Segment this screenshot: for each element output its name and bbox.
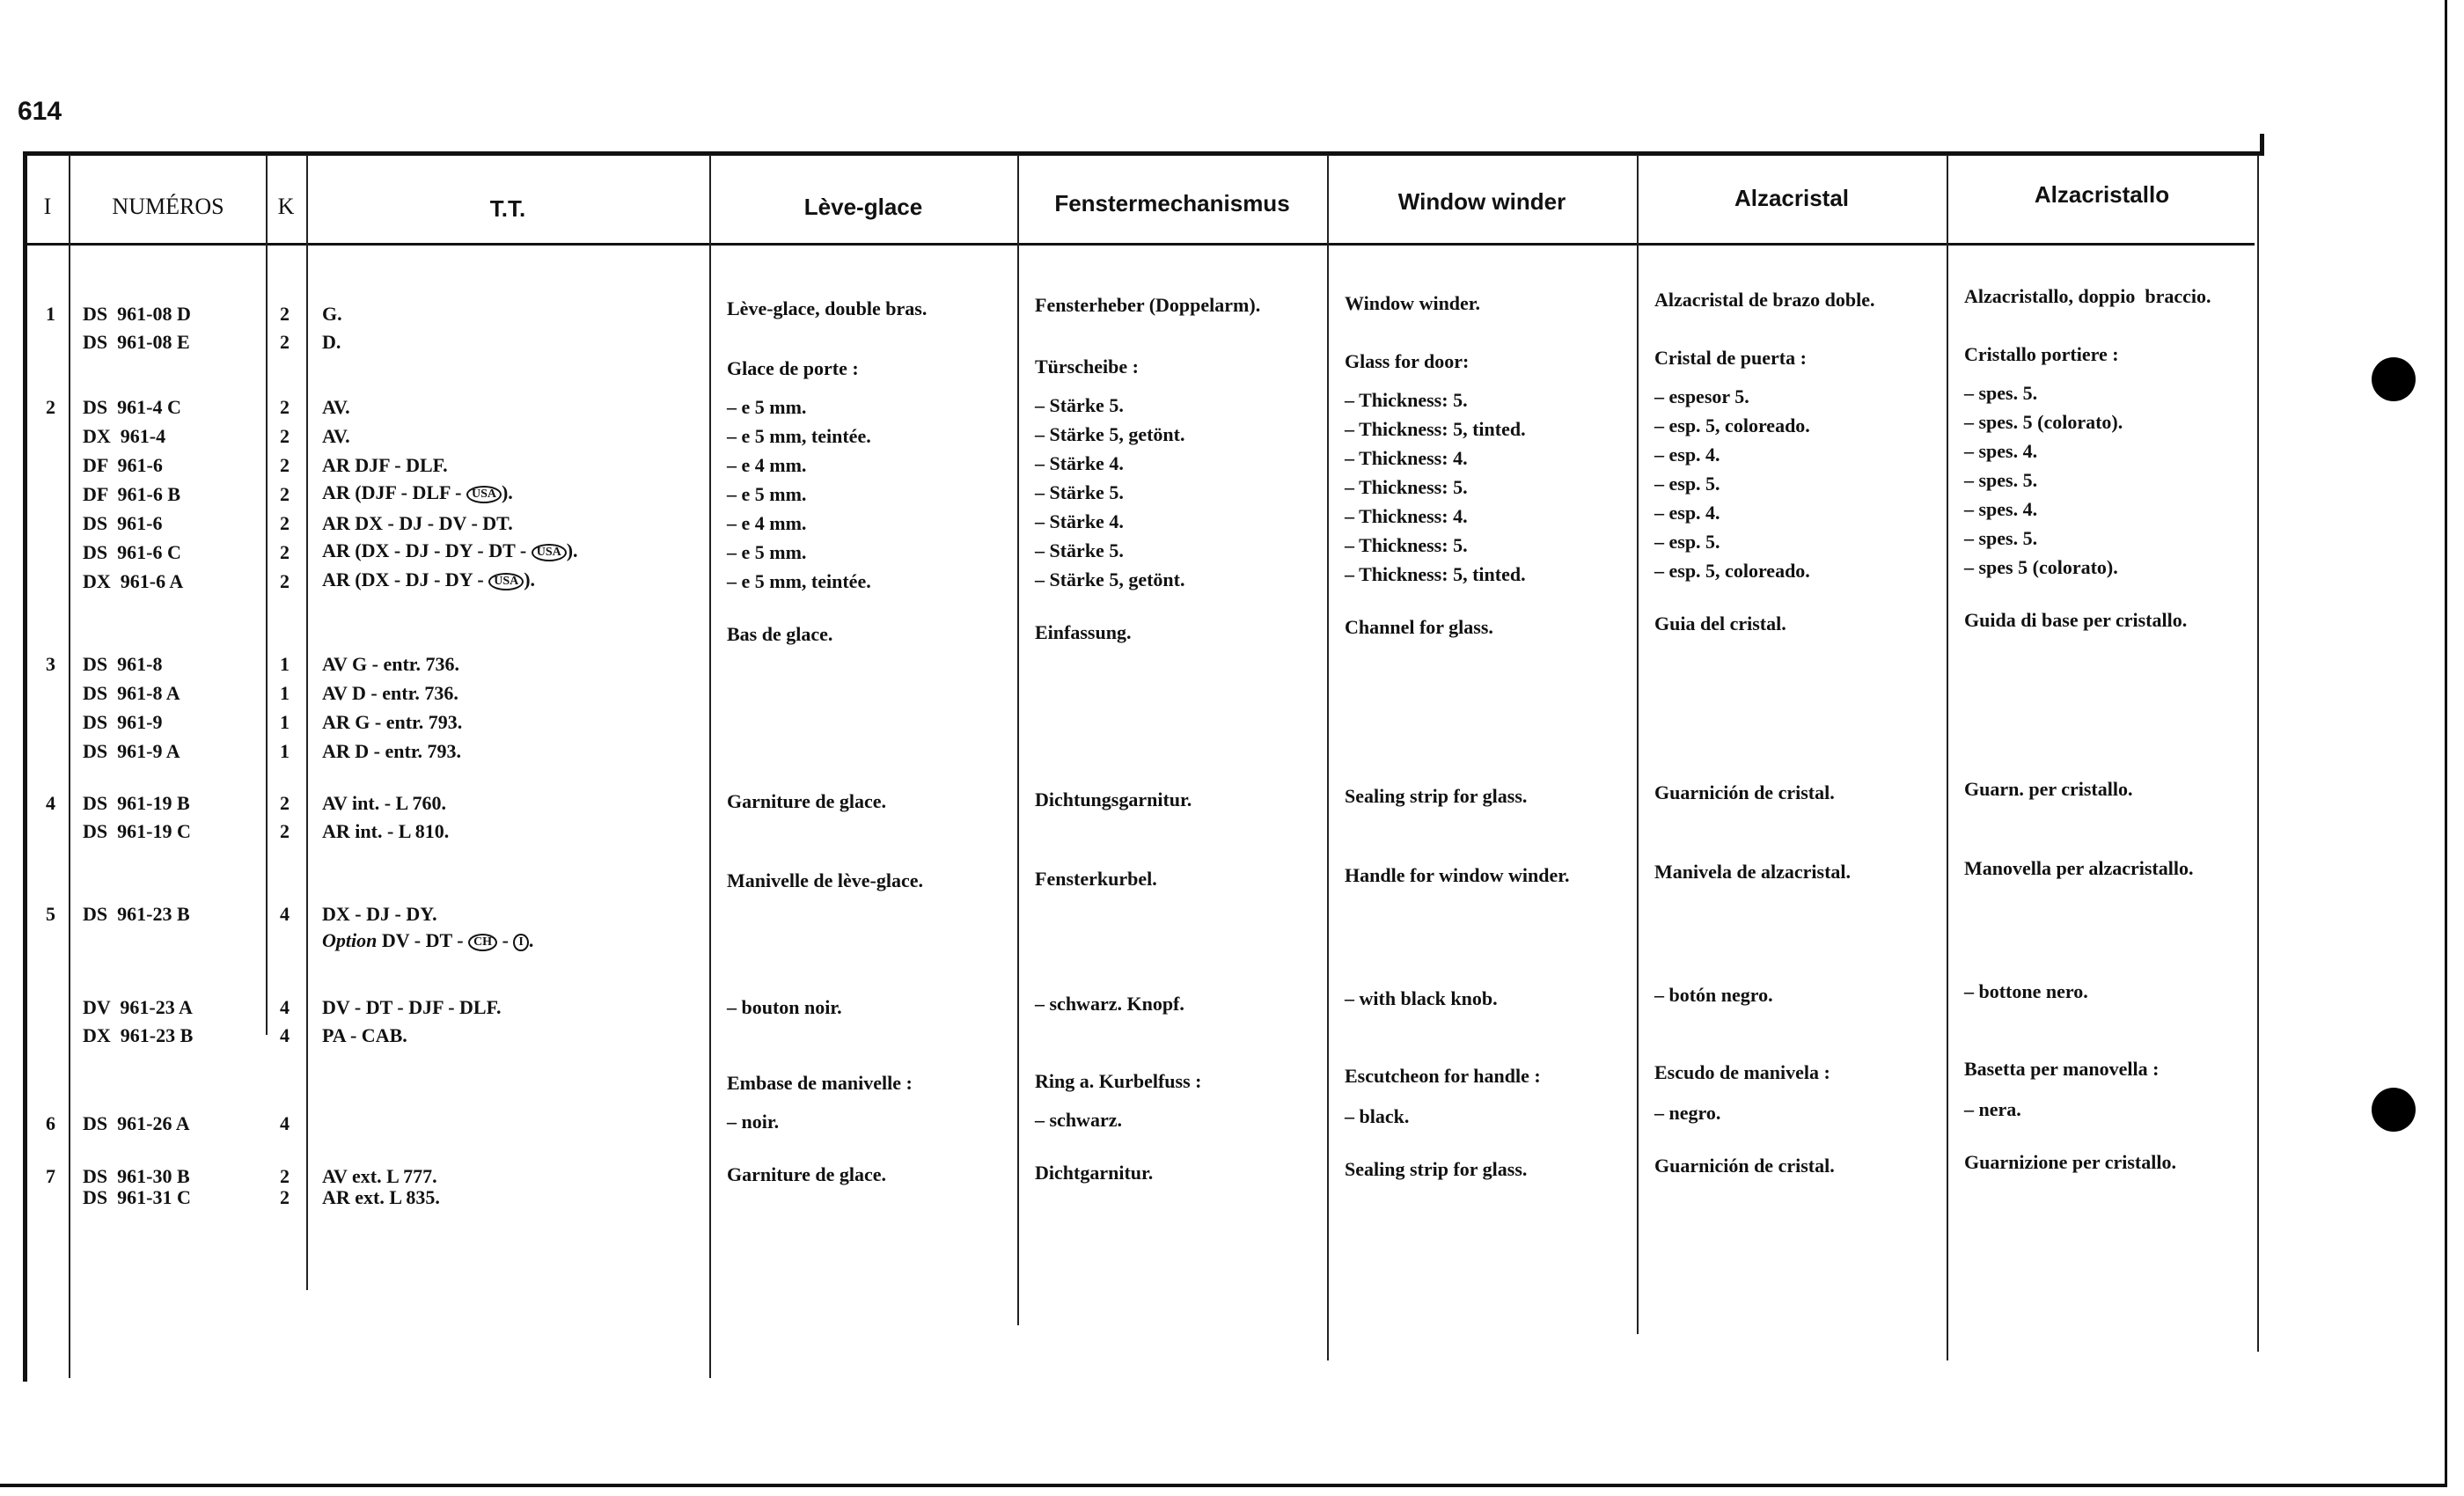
desc-line: Sealing strip for glass. (1345, 785, 1528, 807)
desc-line: Guida di base per cristallo. (1964, 609, 2188, 631)
column-divider (306, 155, 308, 1290)
desc-line: Glass for door: (1345, 350, 1470, 372)
part-number: DX 961-4 (83, 425, 166, 447)
desc-line: Guarnición de cristal. (1654, 1155, 1835, 1177)
page-border-right (2445, 0, 2447, 1487)
tt-line: DX - DJ - DY. (322, 903, 437, 925)
quantity: 4 (280, 903, 290, 925)
desc-line: Guarnición de cristal. (1654, 781, 1835, 803)
desc-line: Guia del cristal. (1654, 612, 1786, 634)
quantity: 2 (280, 331, 290, 353)
item-index: 2 (46, 396, 55, 418)
desc-line: Garniture de glace. (727, 790, 887, 812)
desc-line: – Thickness: 5. (1345, 389, 1468, 411)
part-number: DV 961-23 A (83, 996, 193, 1018)
part-number: DF 961-6 B (83, 483, 181, 505)
item-index: 7 (46, 1165, 55, 1187)
desc-line: – Thickness: 5. (1345, 534, 1468, 556)
desc-line: – Stärke 5. (1035, 539, 1124, 561)
part-number: DS 961-26 A (83, 1112, 190, 1134)
quantity: 4 (280, 1112, 290, 1134)
item-index: 1 (46, 303, 55, 325)
desc-line: – bottone nero. (1964, 980, 2088, 1002)
tt-line: AV int. - L 760. (322, 792, 447, 814)
desc-line: Garniture de glace. (727, 1163, 887, 1185)
tt-line (322, 931, 533, 951)
column-divider (1327, 155, 1329, 1360)
desc-line: – Thickness: 5. (1345, 476, 1468, 498)
tt-line: AR int. - L 810. (322, 820, 450, 842)
desc-line: Escutcheon for handle : (1345, 1065, 1541, 1087)
desc-line: Einfassung. (1035, 621, 1132, 643)
desc-line: – e 5 mm, teintée. (727, 425, 871, 447)
tt-line: DV - DT - DJF - DLF. (322, 996, 502, 1018)
desc-line: – Stärke 4. (1035, 510, 1124, 532)
tt-line: AR DJF - DLF. (322, 454, 448, 476)
page-number: 614 (18, 97, 62, 126)
quantity: 4 (280, 1024, 290, 1046)
desc-line: – black. (1345, 1105, 1410, 1127)
header-numbers: NUMÉROS (112, 194, 224, 219)
desc-line: Glace de porte : (727, 357, 859, 379)
desc-line: Fensterkurbel. (1035, 868, 1157, 890)
desc-line: Manivelle de lève-glace. (727, 869, 923, 891)
desc-line: – spes. 5. (1964, 527, 2038, 549)
column-divider (266, 155, 268, 1035)
part-number: DS 961-8 (83, 653, 163, 675)
tt-line: AR D - entr. 793. (322, 740, 462, 762)
header-italian: Alzacristallo (2034, 181, 2170, 208)
tt-line: AR G - entr. 793. (322, 711, 463, 733)
column-divider (709, 155, 711, 1378)
desc-line: Cristal de puerta : (1654, 347, 1807, 369)
column-divider (69, 155, 70, 1378)
desc-line: Manivela de alzacristal. (1654, 861, 1852, 883)
desc-line: – spes 5 (colorato). (1964, 556, 2118, 578)
tt-text: DV - DT - (377, 929, 469, 951)
desc-line: – spes. 5. (1964, 382, 2038, 404)
part-number: DS 961-19 C (83, 820, 191, 842)
part-number: DS 961-9 (83, 711, 163, 733)
part-number: DS 961-19 B (83, 792, 190, 814)
quantity: 1 (280, 711, 290, 733)
quantity: 1 (280, 653, 290, 675)
desc-line: Cristallo portiere : (1964, 343, 2119, 365)
option-label: Option (322, 929, 378, 951)
quantity: 2 (280, 570, 290, 592)
quantity: 2 (280, 396, 290, 418)
desc-line: – bouton noir. (727, 996, 842, 1018)
ch-badge: CH (468, 934, 497, 951)
desc-line: – Thickness: 4. (1345, 505, 1468, 527)
part-number: DS 961-6 (83, 512, 163, 534)
quantity: 2 (280, 425, 290, 447)
column-divider (1637, 155, 1639, 1334)
item-index: 5 (46, 903, 55, 925)
quantity: 1 (280, 740, 290, 762)
usa-badge: USA (488, 573, 524, 590)
desc-line: – esp. 4. (1654, 502, 1720, 524)
desc-line: Fensterheber (Doppelarm). (1035, 294, 1261, 316)
desc-line: Türscheibe : (1035, 356, 1139, 378)
desc-line: – Stärke 5. (1035, 394, 1124, 416)
usa-badge: USA (532, 544, 567, 561)
desc-line: Window winder. (1345, 292, 1481, 314)
i-badge: I (513, 934, 528, 951)
table-corner-rule (2260, 134, 2264, 156)
column-divider (1017, 155, 1019, 1325)
tt-text: AR (DJF - DLF - (322, 481, 466, 503)
desc-line: Handle for window winder. (1345, 864, 1570, 886)
part-number: DS 961-08 E (83, 331, 190, 353)
quantity: 1 (280, 682, 290, 704)
desc-line: – Stärke 4. (1035, 452, 1124, 474)
desc-line: – with black knob. (1345, 987, 1498, 1009)
desc-line: Dichtgarnitur. (1035, 1162, 1154, 1184)
tt-text: . (528, 929, 534, 951)
table-top-rule (23, 151, 2263, 156)
punch-hole-bottom (2372, 1088, 2416, 1132)
part-number: DX 961-6 A (83, 570, 184, 592)
tt-line: AR DX - DJ - DV - DT. (322, 512, 513, 534)
desc-line: Alzacristal de brazo doble. (1654, 289, 1875, 311)
header-index: I (43, 194, 52, 219)
desc-line: – Stärke 5. (1035, 481, 1124, 503)
desc-line: – Thickness: 5, tinted. (1345, 563, 1526, 585)
desc-line: Dichtungsgarnitur. (1035, 788, 1192, 810)
tt-line: AV D - entr. 736. (322, 682, 458, 704)
desc-line: – Stärke 5, getönt. (1035, 423, 1185, 445)
column-divider (1947, 155, 1948, 1360)
desc-line: Guarn. per cristallo. (1964, 778, 2133, 800)
part-number: DX 961-23 B (83, 1024, 194, 1046)
usa-badge: USA (466, 486, 502, 503)
desc-line: – e 5 mm. (727, 483, 807, 505)
tt-text: - (497, 929, 514, 951)
item-index: 6 (46, 1112, 55, 1134)
tt-text: ). (566, 539, 578, 561)
header-k: K (277, 194, 295, 219)
desc-line: – esp. 5. (1654, 531, 1720, 553)
header-french: Lève-glace (803, 194, 923, 220)
quantity: 2 (280, 1186, 290, 1208)
part-number: DS 961-6 C (83, 541, 181, 563)
desc-line: – e 5 mm. (727, 396, 807, 418)
quantity: 4 (280, 996, 290, 1018)
desc-line: Manovella per alzacristallo. (1964, 857, 2194, 879)
desc-line: – Stärke 5, getönt. (1035, 568, 1185, 590)
desc-line: – e 4 mm. (727, 512, 807, 534)
table-left-rule (23, 151, 27, 1382)
tt-line: AR ext. L 835. (322, 1186, 440, 1208)
desc-line: – spes. 4. (1964, 440, 2038, 462)
desc-line: – spes. 5. (1964, 469, 2038, 491)
item-index: 3 (46, 653, 55, 675)
part-number: DS 961-30 B (83, 1165, 190, 1187)
desc-line: Alzacristallo, doppio braccio. (1964, 285, 2211, 307)
desc-line: Ring a. Kurbelfuss : (1035, 1070, 1202, 1092)
desc-line: – e 5 mm, teintée. (727, 570, 871, 592)
desc-line: – spes. 4. (1964, 498, 2038, 520)
desc-line: – nera. (1964, 1098, 2021, 1120)
tt-text: ). (501, 481, 513, 503)
part-number: DS 961-08 D (83, 303, 191, 325)
tt-line (322, 541, 578, 561)
part-number: DS 961-31 C (83, 1186, 191, 1208)
desc-line: Basetta per manovella : (1964, 1058, 2160, 1080)
quantity: 2 (280, 454, 290, 476)
desc-line: – esp. 5, coloreado. (1654, 414, 1810, 436)
desc-line: – spes. 5 (colorato). (1964, 411, 2123, 433)
tt-line (322, 483, 513, 503)
header-rule (23, 243, 2255, 246)
quantity: 2 (280, 820, 290, 842)
desc-line: – espesor 5. (1654, 385, 1749, 407)
desc-line: – botón negro. (1654, 984, 1773, 1006)
desc-line: – negro. (1654, 1102, 1721, 1124)
desc-line: Sealing strip for glass. (1345, 1158, 1528, 1180)
quantity: 2 (280, 1165, 290, 1187)
quantity: 2 (280, 541, 290, 563)
desc-line: – esp. 4. (1654, 444, 1720, 466)
desc-line: – schwarz. Knopf. (1035, 993, 1184, 1015)
tt-text: AR (DX - DJ - DY - (322, 568, 489, 590)
desc-line: Escudo de manivela : (1654, 1061, 1830, 1083)
page-border-bottom (0, 1484, 2447, 1487)
quantity: 2 (280, 512, 290, 534)
desc-line: Embase de manivelle : (727, 1072, 913, 1094)
desc-line: – schwarz. (1035, 1109, 1122, 1131)
desc-line: – esp. 5. (1654, 473, 1720, 495)
desc-line: – e 4 mm. (727, 454, 807, 476)
tt-line: PA - CAB. (322, 1024, 407, 1046)
tt-line (322, 570, 535, 590)
part-number: DS 961-9 A (83, 740, 180, 762)
tt-line: AV. (322, 396, 350, 418)
header-tt: T.T. (489, 195, 526, 222)
tt-text: AR (DX - DJ - DY - DT - (322, 539, 532, 561)
desc-line: – noir. (727, 1111, 780, 1133)
desc-line: Lève-glace, double bras. (727, 297, 928, 319)
desc-line: – Thickness: 5, tinted. (1345, 418, 1526, 440)
header-english: Window winder (1397, 188, 1566, 215)
tt-line: AV ext. L 777. (322, 1165, 437, 1187)
desc-line: Bas de glace. (727, 623, 833, 645)
tt-line: AV G - entr. 736. (322, 653, 460, 675)
quantity: 2 (280, 792, 290, 814)
part-number: DS 961-8 A (83, 682, 180, 704)
column-divider (2257, 155, 2259, 1352)
tt-line: D. (322, 331, 341, 353)
desc-line: – e 5 mm. (727, 541, 807, 563)
header-german: Fenstermechanismus (1054, 190, 1290, 216)
item-index: 4 (46, 792, 55, 814)
part-number: DF 961-6 (83, 454, 163, 476)
tt-line: G. (322, 303, 342, 325)
part-number: DS 961-4 C (83, 396, 181, 418)
desc-line: – esp. 5, coloreado. (1654, 560, 1810, 582)
part-number: DS 961-23 B (83, 903, 190, 925)
desc-line: – Thickness: 4. (1345, 447, 1468, 469)
quantity: 2 (280, 303, 290, 325)
tt-line: AV. (322, 425, 350, 447)
punch-hole-top (2372, 357, 2416, 401)
desc-line: Guarnizione per cristallo. (1964, 1151, 2176, 1173)
header-spanish: Alzacristal (1734, 185, 1850, 211)
quantity: 2 (280, 483, 290, 505)
tt-text: ). (524, 568, 536, 590)
desc-line: Channel for glass. (1345, 616, 1493, 638)
